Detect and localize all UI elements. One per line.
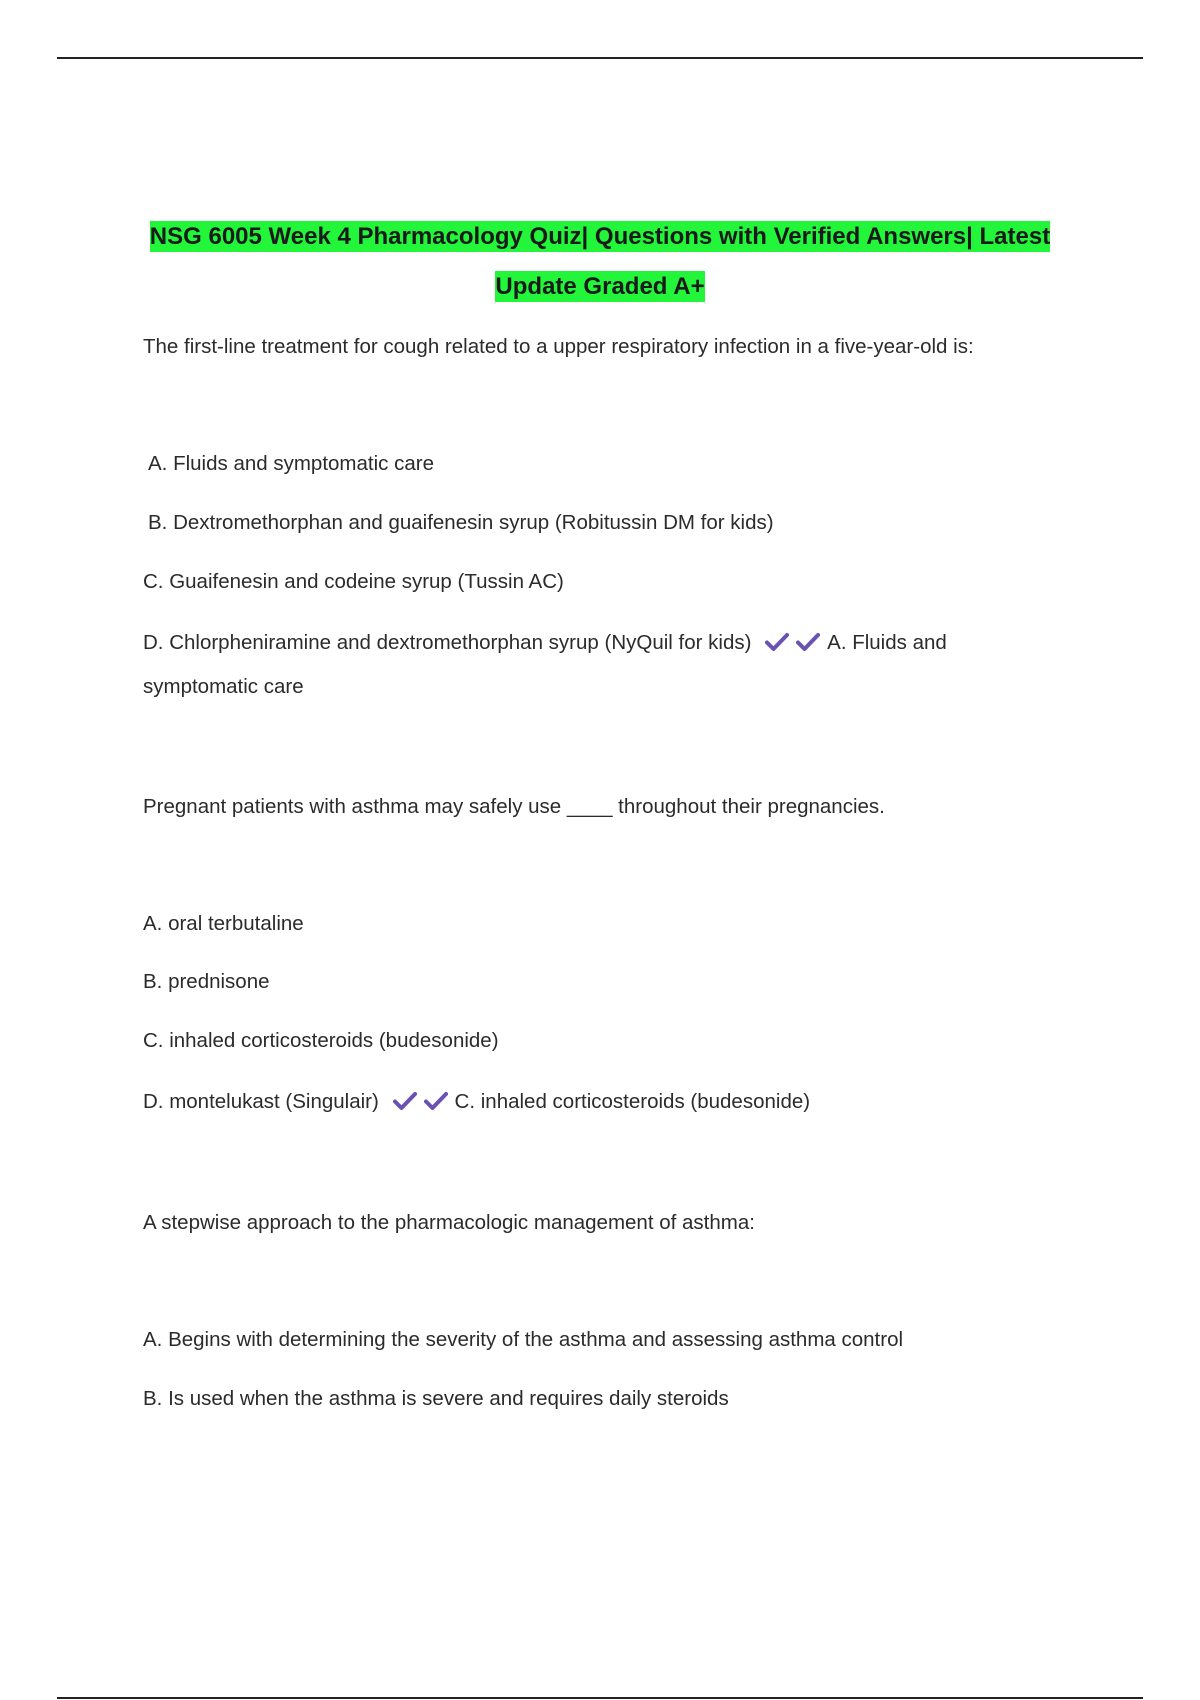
check-icon — [424, 1091, 448, 1111]
footer-rule — [57, 1697, 1143, 1699]
question-1-option-d: D. Chlorpheniramine and dextromethorphan syrup (NyQuil for kids) — [143, 631, 752, 654]
question-2-prompt: Pregnant patients with asthma may safely use ____ throughout their pregnancies. — [143, 795, 885, 818]
question-1-option-b: B. Dextromethorphan and guaifenesin syrup (Robitussin DM for kids) — [148, 511, 774, 534]
question-3-option-a: A. Begins with determining the severity of the asthma and assessing asthma control — [143, 1328, 904, 1351]
question-2-option-a: A. oral terbutaline — [143, 912, 304, 935]
header-rule — [57, 57, 1143, 59]
question-2-option-d-with-answer — [143, 1087, 810, 1117]
question-1-option-c: C. Guaifenesin and codeine syrup (Tussin AC) — [143, 570, 564, 593]
question-1-prompt: The first-line treatment for cough related to a upper respiratory infection in a five-year-old is: — [143, 335, 974, 358]
question-3-prompt: A stepwise approach to the pharmacologic management of asthma: — [143, 1211, 755, 1234]
question-1-option-a: A. Fluids and symptomatic care — [148, 452, 434, 475]
question-1-answer: A. Fluids and symptomatic care — [143, 631, 947, 698]
question-3-option-b: B. Is used when the asthma is severe and requires daily steroids — [143, 1387, 729, 1410]
check-icon — [393, 1091, 417, 1111]
question-2-answer: C. inhaled corticosteroids (budesonide) — [454, 1090, 811, 1113]
question-1-option-d-with-answer — [143, 621, 1013, 709]
check-icon — [765, 632, 789, 652]
question-2-option-d: D. montelukast (Singulair) — [143, 1090, 379, 1113]
question-2-option-b: B. prednisone — [143, 970, 270, 993]
check-icon — [796, 632, 820, 652]
document-title — [140, 212, 1060, 312]
title-highlight: NSG 6005 Week 4 Pharmacology Quiz| Questions with Verified Answers| Latest Update Graded A+ — [149, 223, 1051, 300]
question-2-option-c: C. inhaled corticosteroids (budesonide) — [143, 1029, 499, 1052]
